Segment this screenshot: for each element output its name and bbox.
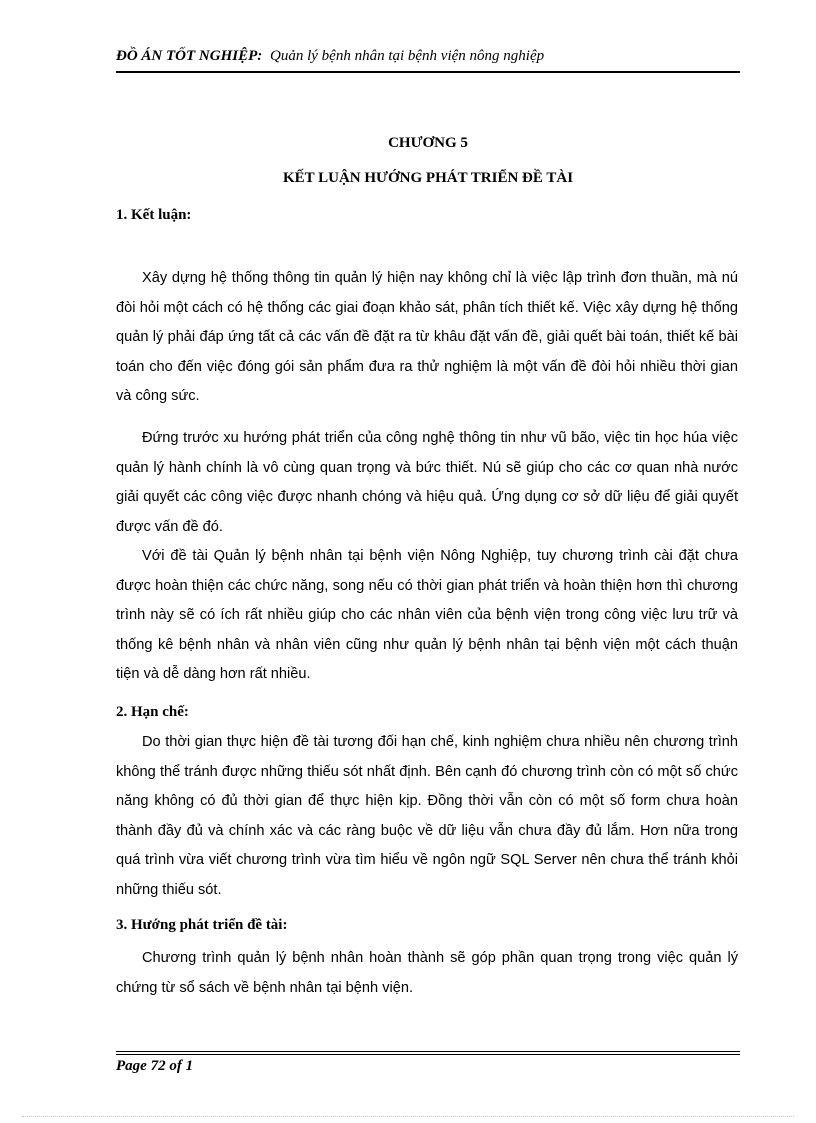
page-header (116, 46, 740, 73)
header-label: ĐỒ ÁN TỐT NGHIỆP: (116, 48, 263, 64)
footer-divider (116, 1051, 740, 1055)
paragraph: Do thời gian thực hiện đề tài tương đối hạn chế, kinh nghiệm chưa nhiều nên chương trình không thể tránh được những thiếu sót nhất định. Bên cạnh đó chương trình còn có một số chức năng không có đủ thời gian để thực hiện kịp. Đồng thời vẫn còn có một số form chưa hoàn thành đầy đủ và chính xác và các ràng buộc về dữ liệu vẫn chưa đầy đủ lắm. Hơn nữa trong quá trình vừa viết chương trình vừa tìm hiểu về ngôn ngữ SQL Server nên chưa thể tránh khỏi những thiếu sót. (116, 734, 738, 898)
page-edge-divider (22, 1116, 794, 1117)
paragraph: Xây dựng hệ thống thông tin quản lý hiện nay không chỉ là việc lập trình đơn thuần, mà nú đòi hỏi một cách có hệ thống các giai đoạn khảo sát, phân tích thiết kế. Việc xây dựng hệ thống quản lý phải đáp ứng tất cả các vấn đề đặt ra từ khâu đặt vấn đề, giải quết bài toán, thiết kế bài toán cho đến việc đóng gói sản phẩm đưa ra thử nghiệm là một vấn đề đòi hỏi nhiều thời gian và công sức. (116, 270, 738, 404)
chapter-title: KẾT LUẬN HƯỚNG PHÁT TRIỂN ĐỀ TÀI (282, 170, 574, 186)
page-number: Page 72 of 1 (116, 1058, 194, 1074)
section-heading-limitations: 2. Hạn chế: (116, 704, 189, 720)
paragraph: Với đề tài Quản lý bệnh nhân tại bệnh viện Nông Nghiệp, tuy chương trình cài đặt chưa được hoàn thiện các chức năng, song nếu có thời gian phát triển và hoàn thiện hơn thì chương trình này sẽ có ích rất nhiều giúp cho các nhân viên của bệnh viện trong công việc lưu trữ và thống kê bệnh nhân và nhân viên cũng như quản lý bệnh nhân tại bệnh viện một cách thuận tiện và dễ dàng hơn rất nhiều. (116, 548, 738, 682)
paragraph: Đứng trước xu hướng phát triển của công nghệ thông tin như vũ bão, việc tin học húa việc quản lý hành chính là vô cùng quan trọng và bức thiết. Nú sẽ giúp cho các cơ quan nhà nước giải quyết các công việc được nhanh chóng và hiệu quả. Ứng dụng cơ sở dữ liệu để giải quyết được vấn đề đó. (116, 430, 738, 535)
paragraph: Chương trình quản lý bệnh nhân hoàn thành sẽ góp phần quan trọng trong việc quản lý chứng từ sổ sách về bệnh nhân tại bệnh viện. (116, 950, 738, 996)
section-heading-conclusion: 1. Kết luận: (116, 207, 192, 223)
section-heading-development: 3. Hướng phát triển đề tài: (116, 917, 288, 933)
header-title: Quản lý bệnh nhân tại bệnh viện nông nghiệp (270, 48, 545, 64)
chapter-number: CHƯƠNG 5 (388, 135, 468, 151)
